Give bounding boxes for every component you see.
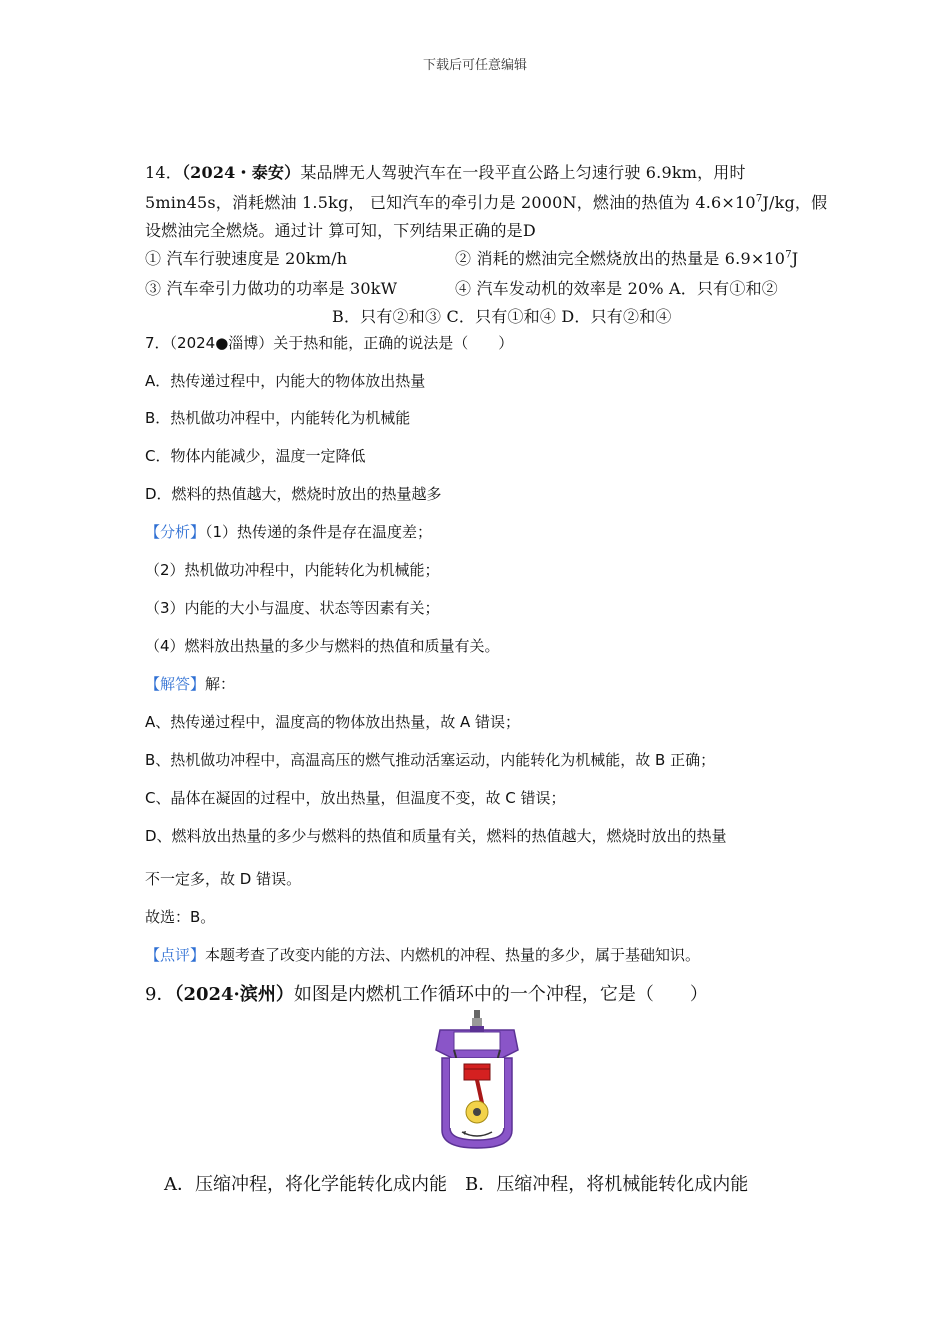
analysis-point-1: （1）热传递的条件是存在温度差； bbox=[205, 523, 433, 541]
q14-statement-2 bbox=[455, 246, 798, 269]
q9-source: （2024·滨州） bbox=[174, 984, 294, 1005]
answer-choice: 故选：B。 bbox=[145, 908, 216, 926]
q14-statement-2-unit: J bbox=[791, 249, 799, 268]
answer-d-line1: D、燃料放出热量的多少与燃料的热值和质量有关，燃料的热值越大，燃烧时放出的热量 bbox=[145, 827, 727, 845]
q14-statement-4: ④ 汽车发动机的效率是 20% A．只有①和② bbox=[455, 279, 778, 298]
q14-line2-end: J/kg，假 bbox=[762, 193, 828, 212]
q7-stem: 7．（2024●淄博）关于热和能，正确的说法是（ ） bbox=[145, 334, 514, 352]
q14-number: 14． bbox=[145, 163, 182, 182]
q9-options: A．压缩冲程，将化学能转化成内能 B．压缩冲程，将机械能转化成内能 bbox=[164, 1174, 749, 1195]
q14-statement-1: ① 汽车行驶速度是 20km/h bbox=[145, 249, 348, 268]
answer-d-line2: 不一定多，故 D 错误。 bbox=[145, 870, 302, 888]
answer-c: C、晶体在凝固的过程中，放出热量，但温度不变，故 C 错误； bbox=[145, 789, 566, 807]
q14-statement-3: ③ 汽车牵引力做功的功率是 30kW bbox=[145, 279, 398, 298]
q9-stem-text: 如图是内燃机工作循环中的一个冲程，它是（ ） bbox=[293, 984, 708, 1005]
q7-comment-line bbox=[145, 944, 700, 965]
engine-diagram bbox=[432, 1010, 522, 1150]
q14-statement-2-exponent: 7 bbox=[785, 249, 792, 261]
q7-analysis-line1 bbox=[145, 521, 432, 542]
q14-line1 bbox=[145, 160, 746, 183]
answer-tag: 【解答】 bbox=[145, 675, 206, 693]
analysis-point-2: （2）热机做功冲程中，内能转化为机械能； bbox=[145, 561, 440, 579]
comment-text: 本题考查了改变内能的方法、内燃机的冲程、热量的多少，属于基础知识。 bbox=[205, 946, 701, 964]
page-header: 下载后可任意编辑 bbox=[422, 58, 527, 73]
q7-answer-line bbox=[145, 673, 235, 694]
q14-line2-text: 5min45s，消耗燃油 1.5kg， 已知汽车的牵引力是 2000N，燃油的热值为 4.6×10 bbox=[145, 193, 756, 212]
q7-option-c: C．物体内能减少，温度一定降低 bbox=[145, 447, 366, 465]
q7-option-b: B．热机做功冲程中，内能转化为机械能 bbox=[145, 409, 411, 427]
q14-exponent: 7 bbox=[755, 193, 763, 205]
analysis-point-4: （4）燃料放出热量的多少与燃料的热值和质量有关。 bbox=[145, 637, 500, 655]
q9-stem bbox=[145, 980, 708, 1006]
answer-a: A、热传递过程中，温度高的物体放出热量，故 A 错误； bbox=[145, 713, 521, 731]
analysis-point-3: （3）内能的大小与温度、状态等因素有关； bbox=[145, 599, 440, 617]
q14-line1-text: 某品牌无人驾驶汽车在一段平直公路上匀速行驶 6.9km，用时 bbox=[300, 163, 746, 182]
answer-b: B、热机做功冲程中，高温高压的燃气推动活塞运动，内能转化为机械能，故 B 正确； bbox=[145, 751, 716, 769]
comment-tag: 【点评】 bbox=[145, 946, 206, 964]
q14-line2 bbox=[145, 190, 827, 213]
answer-intro: 解： bbox=[205, 675, 236, 693]
q14-line3: 设燃油完全燃烧。通过计 算可知，下列结果正确的是D bbox=[145, 221, 536, 240]
q14-options: B．只有②和③ C．只有①和④ D．只有②和④ bbox=[332, 307, 672, 326]
analysis-tag: 【分析】 bbox=[145, 523, 206, 541]
q9-number: 9． bbox=[145, 984, 175, 1005]
q14-statement-2-text: ② 消耗的燃油完全燃烧放出的热量是 6.9×10 bbox=[455, 249, 786, 268]
q7-option-a: A．热传递过程中，内能大的物体放出热量 bbox=[145, 372, 426, 390]
q14-source: （2024・泰安） bbox=[181, 163, 301, 182]
q7-option-d: D．燃料的热值越大，燃烧时放出的热量越多 bbox=[145, 485, 442, 503]
